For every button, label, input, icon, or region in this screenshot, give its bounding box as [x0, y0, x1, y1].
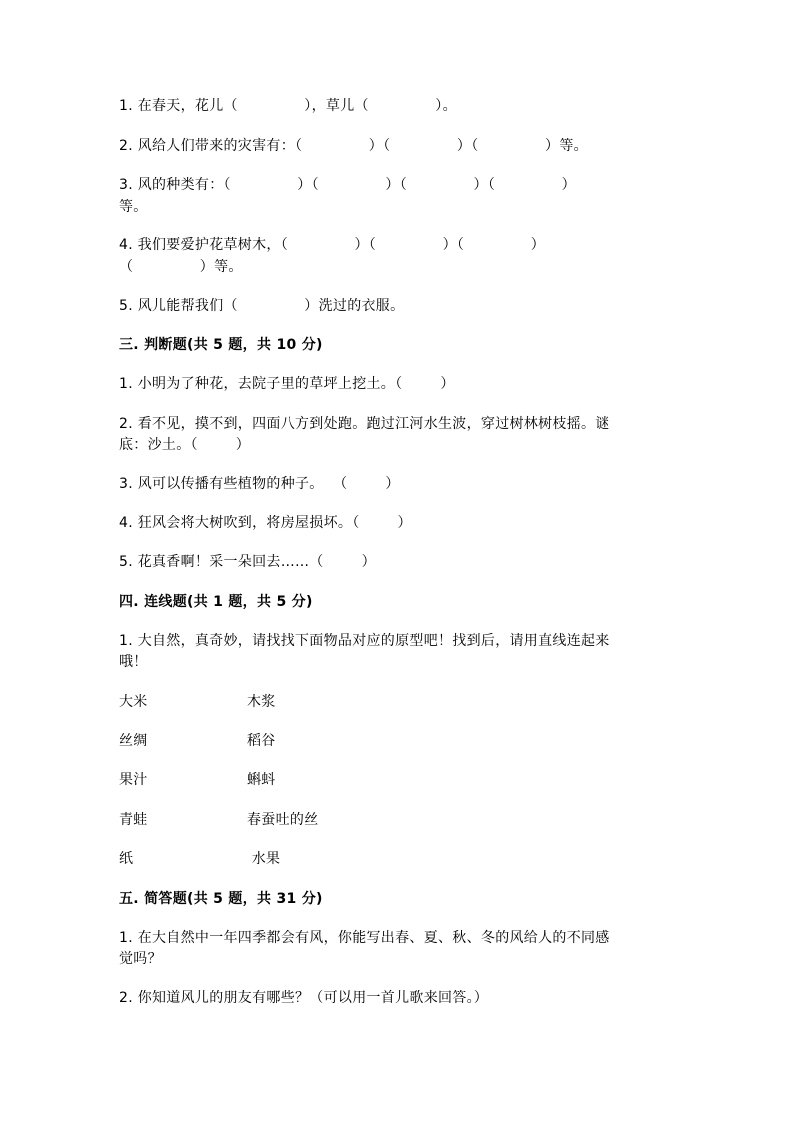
judge-q3: 3. 风可以传播有些植物的种子。 （ ）: [119, 476, 400, 492]
match-left-item: 丝绸: [119, 733, 148, 749]
fill-blank-q4-line1: 4. 我们要爱护花草树木，（ ）（ ）（ ）: [119, 237, 546, 253]
matching-q1-line1: 1. 大自然，真奇妙，请找找下面物品对应的原型吧！找到后，请用直线连起来: [119, 633, 610, 649]
match-right-item: 木浆: [247, 694, 276, 710]
fill-blank-q2: 2. 风给人们带来的灾害有：（ ）（ ）（ ）等。: [119, 138, 588, 154]
judge-heading: 三. 判断题(共 5 题，共 10 分): [119, 337, 323, 353]
short-answer-q1-line2: 觉吗？: [119, 951, 162, 967]
fill-blank-q1: 1. 在春天，花儿（ ），草儿（ ）。: [119, 98, 457, 114]
fill-blank-q4-line2: （ ）等。: [119, 259, 243, 275]
short-answer-q1-line1: 1. 在大自然中一年四季都会有风，你能写出春、夏、秋、冬的风给人的不同感: [119, 930, 610, 946]
match-right-item: 水果: [247, 851, 281, 867]
fill-blank-q3-line2: 等。: [119, 199, 148, 215]
match-right-item: 蝌蚪: [247, 772, 276, 788]
match-right-item: 春蚕吐的丝: [247, 812, 319, 828]
fill-blank-q5: 5. 风儿能帮我们（ ）洗过的衣服。: [119, 298, 405, 314]
match-left-item: 果汁: [119, 772, 148, 788]
judge-q1: 1. 小明为了种花，去院子里的草坪上挖土。（ ）: [119, 376, 455, 392]
match-left-item: 青蛙: [119, 812, 148, 828]
judge-q2-line1: 2. 看不见，摸不到，四面八方到处跑。跑过江河水生波，穿过树林树枝摇。谜: [119, 416, 610, 432]
judge-q5: 5. 花真香啊！采一朵回去……（ ）: [119, 554, 376, 570]
matching-q1-line2: 哦！: [119, 654, 148, 670]
fill-blank-q3-line1: 3. 风的种类有：（ ）（ ）（ ）（ ）: [119, 177, 576, 193]
match-right-item: 稻谷: [247, 733, 276, 749]
short-answer-heading: 五. 简答题(共 5 题，共 31 分): [119, 891, 323, 907]
matching-heading: 四. 连线题(共 1 题，共 5 分): [119, 594, 313, 610]
judge-q2-line2: 底：沙土。（ ）: [119, 437, 251, 453]
short-answer-q2: 2. 你知道风儿的朋友有哪些？（可以用一首儿歌来回答。）: [119, 990, 489, 1006]
match-left-item: 纸: [119, 851, 134, 867]
match-left-item: 大米: [119, 694, 148, 710]
judge-q4: 4. 狂风会将大树吹到，将房屋损坏。（ ）: [119, 515, 412, 531]
